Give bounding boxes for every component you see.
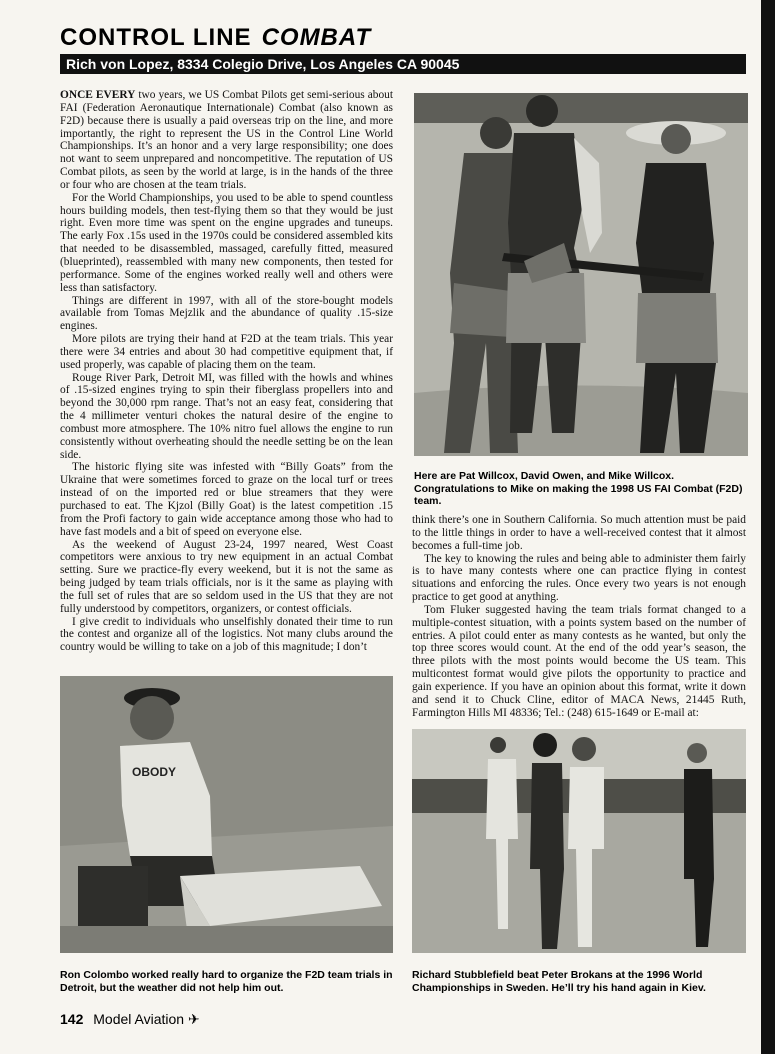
article-paragraph: I give credit to individuals who unselfishly donated their time to run the contest and organize all of the logistics. Not many clubs around the country would be willing to take on a job of this magnitude; I don’t	[60, 615, 393, 654]
article-paragraph: More pilots are trying their hand at F2D at the team trials. This year there were 34 entries and about 30 had competitive equipment that, if used properly, was capable of placing them on the team.	[60, 333, 393, 371]
photo-team-members-image	[414, 93, 748, 456]
photo-ron-colombo	[60, 676, 393, 953]
article-paragraph: Tom Fluker suggested having the team trials format changed to a multiple-contest situation, with a points system based on the number of entries. A pilot could enter as many contests as he wanted, but only the top three scores would count. At the end of the odd year’s season, the three pilots with the most points would become the US team. This multicontest format would give pilots the opportunity to practice and gain experience. If you have an opinion about this format, write it down and send it to Chuck Cline, editor of MACA News, 21445 Ruth, Farmington Hills MI 48336; Tel.: (248) 615-1649 or E-mail at:	[412, 603, 746, 719]
photo-caption: Ron Colombo worked really hard to organize the F2D team trials in Detroit, but the weather did not help him out.	[60, 969, 393, 994]
byline: Rich von Lopez, 8334 Colegio Drive, Los Angeles CA 90045	[66, 56, 460, 72]
byline-bar	[60, 54, 746, 74]
photo-ron-colombo-image	[60, 676, 393, 953]
scan-edge	[761, 0, 775, 1054]
title-sub: COMBAT	[261, 24, 372, 51]
article-paragraph: Things are different in 1997, with all of the store-bought models available from Tomas Mejzlik and the abundance of quality .15-size engines.	[60, 294, 393, 333]
article-paragraph: The key to knowing the rules and being able to administer them fairly is to have many contests where one can practice flying in contest situations and enforcing the rules. Once every two years is not enough practice to get good at anything.	[412, 552, 746, 604]
page-title	[60, 24, 371, 52]
article-paragraph: think there’s one in Southern California. So much attention must be paid to the little things in order to have a well-received contest that it almost becomes a full-time job.	[412, 514, 746, 552]
article-paragraph: The historic flying site was infested with “Billy Goats” from the Ukraine that were sometimes forced to graze on the local turf or trees instead of on the imported red or blue streamers that they were purchased to eat. The Kjzol (Billy Goat) is the latest competition .15 from the Profi factory to gain wide acceptance among those who had to have fast models and a bit of speed on everyone else.	[60, 461, 393, 538]
title-main: CONTROL LINE	[60, 24, 252, 51]
article-paragraph: As the weekend of August 23-24, 1997 neared, West Coast competitors were anxious to try new equipment in an actual Combat setting. Sure we practice-fly every weekend, but it is not the same as being judged by team trials officials, nor is it the same as playing with the full set of rules that are so seldom used in the US that they are not fully understood by competitors, organizers, or contest officials.	[60, 538, 393, 615]
article-column-right	[412, 514, 746, 720]
photo-caption: Richard Stubblefield beat Peter Brokans at the 1996 World Championships in Sweden. He’ll try his hand again in Kiev.	[412, 969, 706, 994]
photo-team-members	[414, 93, 748, 456]
magazine-name: Model Aviation	[93, 1011, 185, 1027]
airplane-icon: ✈	[187, 1011, 200, 1027]
photo-stubblefield	[412, 729, 746, 953]
article-paragraph: Rouge River Park, Detroit MI, was filled with the howls and whines of .15-sized engines trying to spin their fiberglass propellers into and beyond the 30,000 rpm range. That’s not an easy feat, considering that the 4 millimeter venturi chokes the natural desire of the engine to combust more atmosphere. The 10% nitro fuel allows the engine to run consistently without overheating should the needle setting be on the lean side.	[60, 371, 393, 461]
lead-in: ONCE EVERY	[60, 89, 136, 101]
shirt-lettering: OBODY	[132, 765, 177, 779]
article-column-left	[60, 89, 393, 654]
article-paragraph: For the World Championships, you used to be able to spend countless hours building models, then test-flying them so that they would be just right. Even more time was spent on the engine upgrades and tuneups. The early Fox .15s used in the 1970s could be considered assembled kits that needed to be disassembled, massaged, carefully fitted, measured (blueprinted), reassembled with many new components, then tested for performance. Some of the engines worked really well and others were less than satisfactory.	[60, 191, 393, 294]
article-paragraph: ONCE EVERY two years, we US Combat Pilots get semi-serious about FAI (Federation Aeronautique Internationale) Combat (also known as F2D) because there is usually a paid overseas trip on the line, and more importantly, the right to represent the US in the Control Line World Championships. It’s an honor and a very large responsibility; one does not want to seem unprepared and noncompetitive. The reputation of US Combat pilots, as seen by the world at large, is in the hands of the three or four who are chosen at the team trials.	[60, 89, 394, 191]
page-footer	[60, 1011, 200, 1028]
page-number: 142	[60, 1011, 84, 1027]
photo-stubblefield-image	[412, 729, 746, 953]
photo-caption: Here are Pat Willcox, David Owen, and Mike Willcox. Congratulations to Mike on making the 1998 US FAI Combat (F2D) team.	[414, 470, 743, 507]
